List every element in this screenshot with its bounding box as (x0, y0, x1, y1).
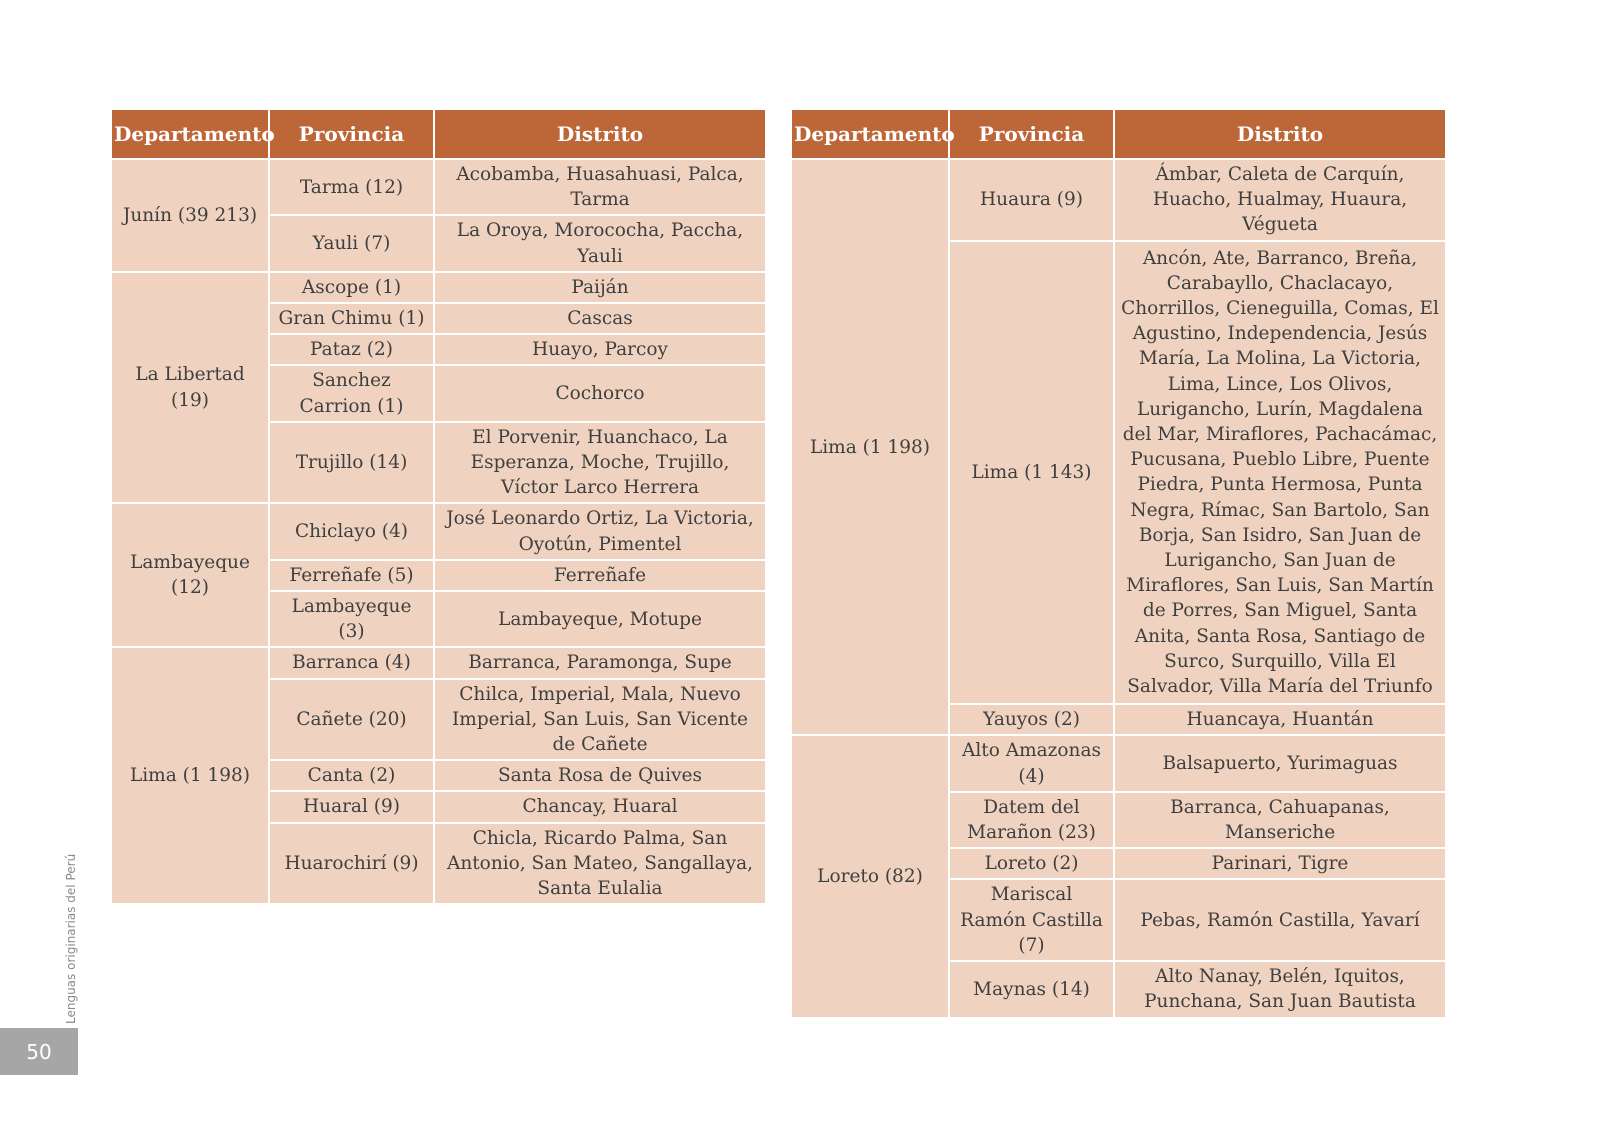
page-number: 50 (0, 1028, 78, 1075)
table-row (111, 647, 766, 678)
distrito-cell: Santa Rosa de Quives (434, 760, 766, 791)
provincia-cell: Huaura (9) (949, 159, 1114, 241)
distrito-cell: La Oroya, Morococha, Paccha, Yauli (434, 215, 766, 271)
departamento-cell: Lima (1 198) (111, 647, 269, 904)
provincia-cell: Alto Amazonas (4) (949, 735, 1114, 791)
distrito-cell: Cochorco (434, 365, 766, 421)
distrito-cell: Huancaya, Huantán (1114, 704, 1446, 735)
provincia-cell: Lambayeque (3) (269, 591, 434, 647)
distrito-cell: Ancón, Ate, Barranco, Breña, Carabayllo, Chaclacayo, Chorrillos, Cieneguilla, Comas, El Agustino, Independencia, Jesús María, La Molina, La Victoria, Lima, Lince, Los Olivos, Lurigancho, Lurín, Magdalena del Mar, Miraflores, Pachacámac, Pucusana, Pueblo Libre, Puente Piedra, Punta Hermosa, Punta Negra, Rímac, San Bartolo, San Borja, San Isidro, San Juan de Lurigancho, San Juan de Miraflores, San Luis, San Martín de Porres, San Miguel, Santa Anita, Santa Rosa, Santiago de Surco, Surquillo, Villa El Salvador, Villa María del Triunfo (1114, 241, 1446, 705)
provincia-cell: Chiclayo (4) (269, 503, 434, 559)
header-provincia: Provincia (949, 109, 1114, 159)
distrito-cell: Lambayeque, Motupe (434, 591, 766, 647)
distrito-cell: Ámbar, Caleta de Carquín, Huacho, Hualmay, Huaura, Végueta (1114, 159, 1446, 241)
distrito-cell: Chilca, Imperial, Mala, Nuevo Imperial, San Luis, San Vicente de Cañete (434, 679, 766, 761)
table-row (111, 503, 766, 559)
header-departamento: Departamento (111, 109, 269, 159)
distrito-cell: Ferreñafe (434, 560, 766, 591)
provincia-cell: Pataz (2) (269, 334, 434, 365)
provincia-cell: Canta (2) (269, 760, 434, 791)
provincia-cell: Mariscal Ramón Castilla (7) (949, 879, 1114, 961)
distrito-cell: Parinari, Tigre (1114, 848, 1446, 879)
departamento-cell: La Libertad (19) (111, 272, 269, 504)
provincia-cell: Huarochirí (9) (269, 823, 434, 905)
table-row (111, 272, 766, 303)
distrito-cell: Cascas (434, 303, 766, 334)
distrito-cell: Chancay, Huaral (434, 791, 766, 822)
left-table (110, 108, 767, 905)
distrito-cell: Acobamba, Huasahuasi, Palca, Tarma (434, 159, 766, 215)
header-provincia: Provincia (269, 109, 434, 159)
distrito-cell: El Porvenir, Huanchaco, La Esperanza, Moche, Trujillo, Víctor Larco Herrera (434, 422, 766, 504)
provincia-cell: Huaral (9) (269, 791, 434, 822)
distrito-cell: Huayo, Parcoy (434, 334, 766, 365)
distrito-cell: Paiján (434, 272, 766, 303)
provincia-cell: Gran Chimu (1) (269, 303, 434, 334)
distrito-cell: José Leonardo Ortiz, La Victoria, Oyotún, Pimentel (434, 503, 766, 559)
provincia-cell: Maynas (14) (949, 961, 1114, 1017)
distrito-cell: Balsapuerto, Yurimaguas (1114, 735, 1446, 791)
departamento-cell: Lima (1 198) (791, 159, 949, 735)
right-table (790, 108, 1447, 1019)
table-row (791, 159, 1446, 241)
provincia-cell: Tarma (12) (269, 159, 434, 215)
table-row (111, 159, 766, 215)
departamento-cell: Loreto (82) (791, 735, 949, 1017)
distrito-cell: Barranca, Cahuapanas, Manseriche (1114, 792, 1446, 848)
provincia-cell: Cañete (20) (269, 679, 434, 761)
header-row (791, 109, 1446, 159)
distrito-cell: Pebas, Ramón Castilla, Yavarí (1114, 879, 1446, 961)
provincia-cell: Datem del Marañon (23) (949, 792, 1114, 848)
departamento-cell: Junín (39 213) (111, 159, 269, 272)
header-departamento: Departamento (791, 109, 949, 159)
provincia-cell: Sanchez Carrion (1) (269, 365, 434, 421)
distrito-cell: Chicla, Ricardo Palma, San Antonio, San Mateo, Sangallaya, Santa Eulalia (434, 823, 766, 905)
provincia-cell: Trujillo (14) (269, 422, 434, 504)
provincia-cell: Yauli (7) (269, 215, 434, 271)
table-row (791, 735, 1446, 791)
provincia-cell: Ascope (1) (269, 272, 434, 303)
provincia-cell: Lima (1 143) (949, 241, 1114, 705)
header-distrito: Distrito (1114, 109, 1446, 159)
provincia-cell: Ferreñafe (5) (269, 560, 434, 591)
provincia-cell: Barranca (4) (269, 647, 434, 678)
provincia-cell: Yauyos (2) (949, 704, 1114, 735)
distrito-cell: Alto Nanay, Belén, Iquitos, Punchana, San Juan Bautista (1114, 961, 1446, 1017)
departamento-cell: Lambayeque (12) (111, 503, 269, 647)
header-distrito: Distrito (434, 109, 766, 159)
side-book-title: Lenguas originarias del Perú (64, 853, 78, 1024)
distrito-cell: Barranca, Paramonga, Supe (434, 647, 766, 678)
provincia-cell: Loreto (2) (949, 848, 1114, 879)
header-row (111, 109, 766, 159)
